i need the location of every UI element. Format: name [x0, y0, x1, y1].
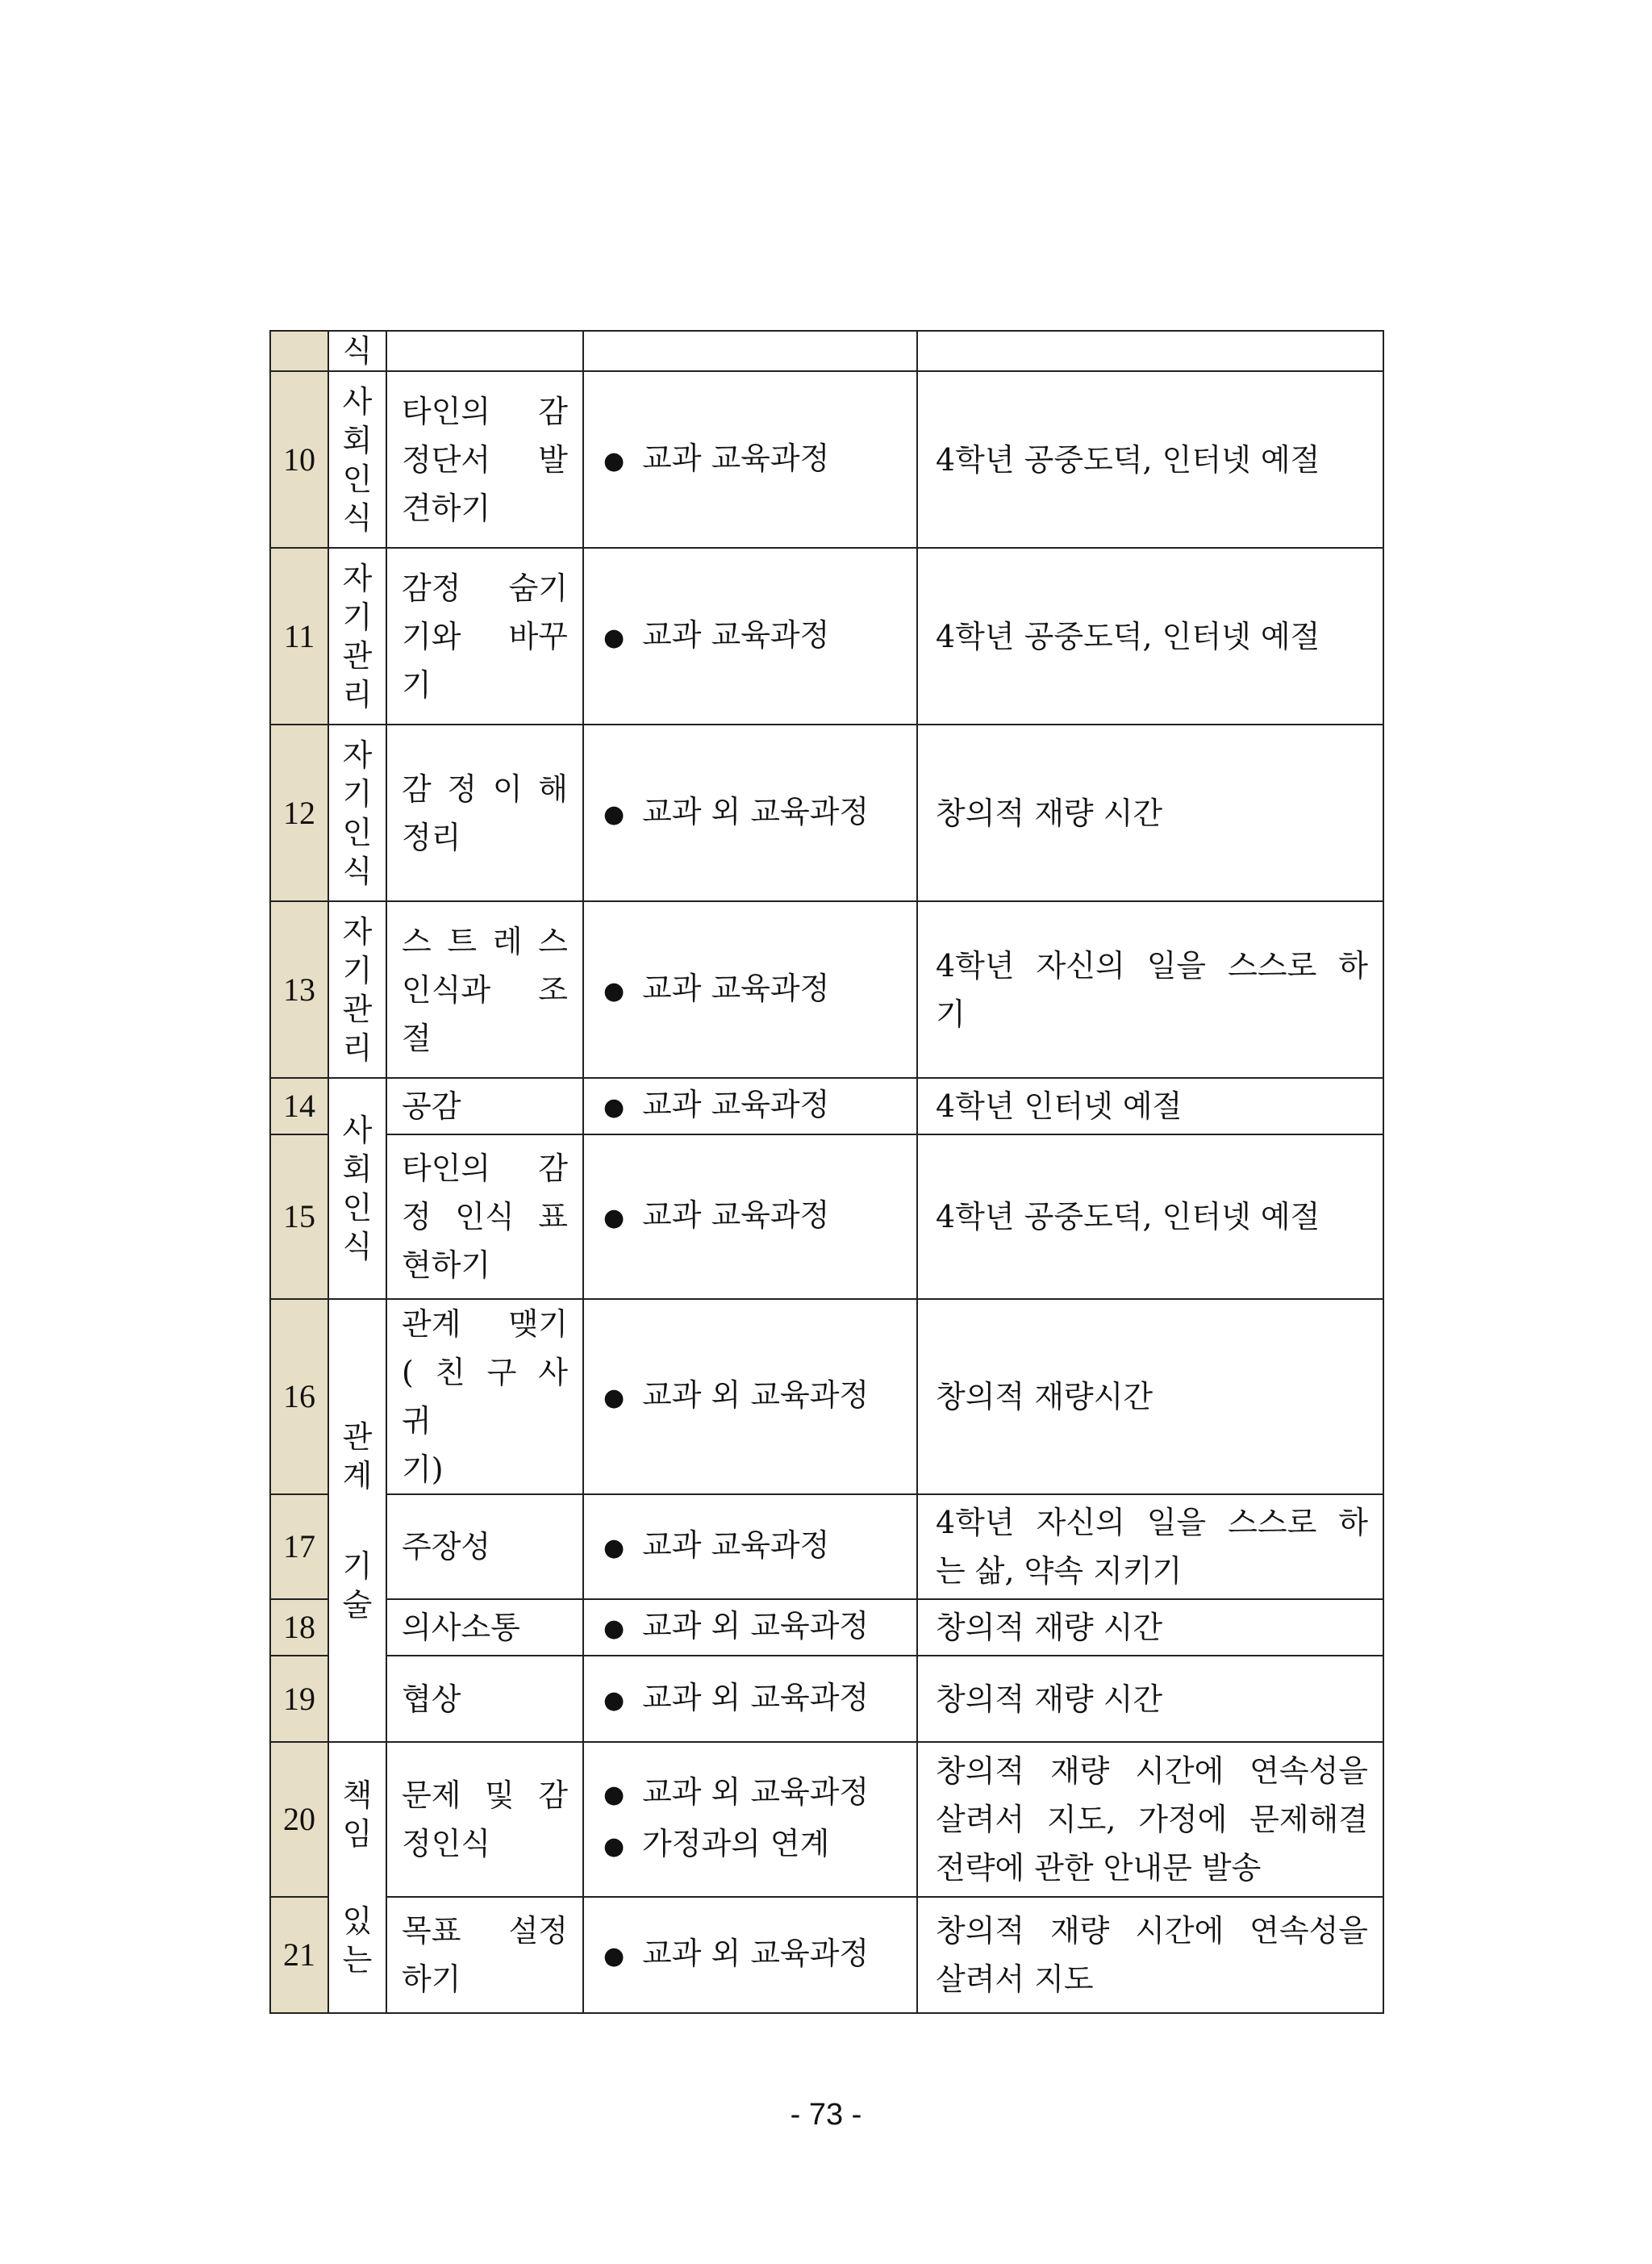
curriculum-type-cell — [583, 1656, 917, 1742]
activity-line: 정인식 — [402, 1826, 491, 1861]
activity-line: 인식과 조 — [402, 971, 568, 1008]
category-char: 사 — [342, 1113, 373, 1148]
curriculum-type-cell — [583, 1078, 917, 1134]
row-number: 14 — [270, 1078, 328, 1134]
link-cell — [917, 725, 1383, 901]
category-cell — [328, 331, 386, 371]
activity-cell — [386, 1656, 583, 1742]
curriculum-type-item: ● 교과 외 교육과정 — [603, 1371, 916, 1422]
activity-line: 타인의 감 — [402, 1151, 568, 1186]
category-char: 계 — [342, 1457, 373, 1493]
row-number: 12 — [270, 725, 328, 901]
link-cell — [917, 1897, 1383, 2013]
category-char: 술 — [342, 1586, 373, 1623]
activity-cell — [386, 371, 583, 548]
curriculum-type-item: ● 교과 교육과정 — [603, 611, 916, 662]
category-char: 식 — [342, 1229, 373, 1264]
link-cell — [917, 548, 1383, 725]
category-char: 는 — [342, 1942, 373, 1978]
table-row — [270, 1656, 1383, 1742]
link-line: 4학년 공중도덕, 인터넷 예절 — [936, 1199, 1320, 1234]
activity-cell — [386, 1742, 583, 1897]
activity-line: 목표 설정 — [402, 1913, 568, 1949]
activity-cell — [386, 548, 583, 725]
table-row — [270, 371, 1383, 548]
curriculum-type-cell — [583, 901, 917, 1078]
activity-line: 스 트 레 스 — [402, 923, 568, 959]
curriculum-type-item: ● 교과 외 교육과정 — [603, 1602, 916, 1653]
category-cell — [328, 1742, 386, 2013]
curriculum-type-item: ● 가정과의 연계 — [603, 1819, 916, 1871]
category-char: 식 — [342, 499, 373, 536]
activity-line: 기와 바꾸 — [402, 618, 568, 654]
page-number: - 73 - — [790, 2098, 862, 2132]
row-number: 19 — [270, 1656, 328, 1742]
activity-line: 감정 숨기 — [402, 570, 568, 606]
category-char: 관 — [342, 1418, 373, 1455]
activity-line: 기) — [402, 1452, 444, 1487]
category-char: 인 — [342, 1190, 373, 1226]
category-char: 책 — [342, 1777, 373, 1813]
curriculum-type-item: ● 교과 교육과정 — [603, 1191, 916, 1243]
table-row — [270, 1599, 1383, 1656]
table-row — [270, 1742, 1383, 1897]
category-cell — [328, 725, 386, 901]
link-line: 창의적 재량 시간에 연속성을 — [936, 1913, 1368, 1949]
category-char: 자 — [342, 560, 373, 596]
curriculum-type-item: ● 교과 교육과정 — [603, 1080, 916, 1132]
category-spacer — [329, 1853, 386, 1902]
activity-cell — [386, 1494, 583, 1599]
category-char: 리 — [342, 1030, 373, 1066]
table-row — [270, 901, 1383, 1078]
row-number: 16 — [270, 1299, 328, 1494]
curriculum-type-item: ● 교과 외 교육과정 — [603, 1929, 916, 1981]
curriculum-type-cell — [583, 1599, 917, 1656]
link-line: 창의적 재량 시간 — [936, 1681, 1163, 1717]
activity-table — [269, 330, 1384, 2014]
curriculum-type-item: ● 교과 외 교육과정 — [603, 1768, 916, 1819]
category-char: 회 — [342, 1151, 373, 1187]
table-row — [270, 1078, 1383, 1134]
row-number: 13 — [270, 901, 328, 1078]
category-char: 자 — [342, 737, 373, 773]
activity-line: 문제 및 감 — [402, 1777, 568, 1813]
link-cell — [917, 1656, 1383, 1742]
activity-cell — [386, 1299, 583, 1494]
link-line: 창의적 재량 시간 — [936, 1610, 1163, 1645]
row-number: 10 — [270, 371, 328, 548]
activity-cell — [386, 1078, 583, 1134]
link-cell — [917, 1078, 1383, 1134]
category-char: 기 — [342, 952, 373, 988]
activity-cell — [386, 901, 583, 1078]
link-cell — [917, 1742, 1383, 1897]
row-number: 18 — [270, 1599, 328, 1656]
table-row — [270, 1897, 1383, 2013]
curriculum-type-cell — [583, 1897, 917, 2013]
activity-line: 관계 맺기 — [402, 1306, 568, 1342]
category-char: 있 — [342, 1903, 373, 1939]
link-line: 4학년 공중도덕, 인터넷 예절 — [936, 618, 1320, 654]
curriculum-type-item: ● 교과 외 교육과정 — [603, 787, 916, 839]
activity-line: 감 정 이 해 — [402, 771, 568, 807]
activity-line: 주장성 — [402, 1529, 491, 1564]
row-number: 21 — [270, 1897, 328, 2013]
activity-cell — [386, 331, 583, 371]
table-row — [270, 1494, 1383, 1599]
table-row — [270, 1299, 1383, 1494]
category-cell — [328, 371, 386, 548]
activity-cell — [386, 1897, 583, 2013]
curriculum-type-cell — [583, 1494, 917, 1599]
activity-line: 협상 — [402, 1681, 461, 1717]
activity-line: 절 — [402, 1020, 432, 1056]
link-line: 살려서 지도 — [936, 1961, 1094, 1997]
table-row — [270, 1134, 1383, 1299]
row-number: 15 — [270, 1134, 328, 1299]
link-cell — [917, 1134, 1383, 1299]
link-line: 는 삶, 약속 지키기 — [936, 1553, 1183, 1589]
category-char: 사 — [342, 383, 373, 420]
category-char: 관 — [342, 637, 373, 674]
category-char: 회 — [342, 422, 373, 458]
activity-line: 타인의 감 — [402, 393, 568, 429]
link-line: 기 — [936, 996, 966, 1032]
link-cell — [917, 1599, 1383, 1656]
category-spacer — [329, 1495, 386, 1547]
row-number: 17 — [270, 1494, 328, 1599]
category-char: 인 — [342, 461, 373, 497]
table-row — [270, 725, 1383, 901]
activity-line: 정 인식 표 — [402, 1199, 568, 1234]
category-char: 기 — [342, 1548, 373, 1584]
category-cell — [328, 901, 386, 1078]
category-char: 인 — [342, 814, 373, 850]
link-line: 4학년 인터넷 예절 — [936, 1088, 1183, 1124]
link-line: 창의적 재량 시간 — [936, 795, 1163, 831]
link-cell — [917, 1494, 1383, 1599]
category-char: 리 — [342, 676, 373, 712]
activity-line: 하기 — [402, 1961, 461, 1997]
row-number — [270, 331, 328, 371]
link-cell — [917, 331, 1383, 371]
link-cell — [917, 901, 1383, 1078]
link-cell — [917, 371, 1383, 548]
link-line: 4학년 자신의 일을 스스로 하 — [936, 947, 1368, 984]
category-cell — [328, 548, 386, 725]
activity-cell — [386, 725, 583, 901]
curriculum-type-item: ● 교과 교육과정 — [603, 1521, 916, 1573]
link-line: 4학년 공중도덕, 인터넷 예절 — [936, 441, 1320, 478]
activity-line: ( 친 구 사 귀 — [402, 1355, 568, 1439]
category-char: 자 — [342, 913, 373, 950]
category-cell — [328, 1299, 386, 1742]
curriculum-type-cell — [583, 371, 917, 548]
category-cell — [328, 1078, 386, 1299]
curriculum-type-cell — [583, 725, 917, 901]
table-row — [270, 548, 1383, 725]
row-number: 20 — [270, 1742, 328, 1897]
curriculum-type-cell — [583, 331, 917, 371]
activity-line: 현하기 — [402, 1247, 491, 1283]
activity-line: 공감 — [402, 1088, 461, 1124]
link-line: 4학년 자신의 일을 스스로 하 — [936, 1505, 1368, 1540]
activity-line: 정단서 발 — [402, 441, 568, 478]
category-char: 기 — [342, 599, 373, 635]
curriculum-type-cell — [583, 1299, 917, 1494]
category-char: 임 — [342, 1816, 373, 1852]
activity-line: 의사소통 — [402, 1610, 520, 1645]
curriculum-type-cell — [583, 1742, 917, 1897]
link-line: 창의적 재량 시간에 연속성을 — [936, 1753, 1368, 1789]
curriculum-type-cell — [583, 1134, 917, 1299]
activity-line: 기 — [402, 666, 432, 703]
curriculum-type-item: ● 교과 교육과정 — [603, 434, 916, 486]
curriculum-type-item: ● 교과 외 교육과정 — [603, 1673, 916, 1725]
category-char: 기 — [342, 775, 373, 812]
row-number: 11 — [270, 548, 328, 725]
curriculum-type-item: ● 교과 교육과정 — [603, 964, 916, 1016]
category-char: 식 — [342, 333, 373, 369]
activity-line: 정리 — [402, 819, 461, 855]
activity-cell — [386, 1134, 583, 1299]
table-row — [270, 331, 1383, 371]
activity-cell — [386, 1599, 583, 1656]
link-line: 창의적 재량시간 — [936, 1379, 1153, 1414]
activity-line: 견하기 — [402, 490, 491, 526]
category-char: 식 — [342, 853, 373, 889]
curriculum-type-cell — [583, 548, 917, 725]
category-char: 관 — [342, 991, 373, 1027]
link-line: 살려서 지도, 가정에 문제해결 — [936, 1802, 1368, 1837]
link-cell — [917, 1299, 1383, 1494]
link-line: 전략에 관한 안내문 발송 — [936, 1850, 1262, 1886]
